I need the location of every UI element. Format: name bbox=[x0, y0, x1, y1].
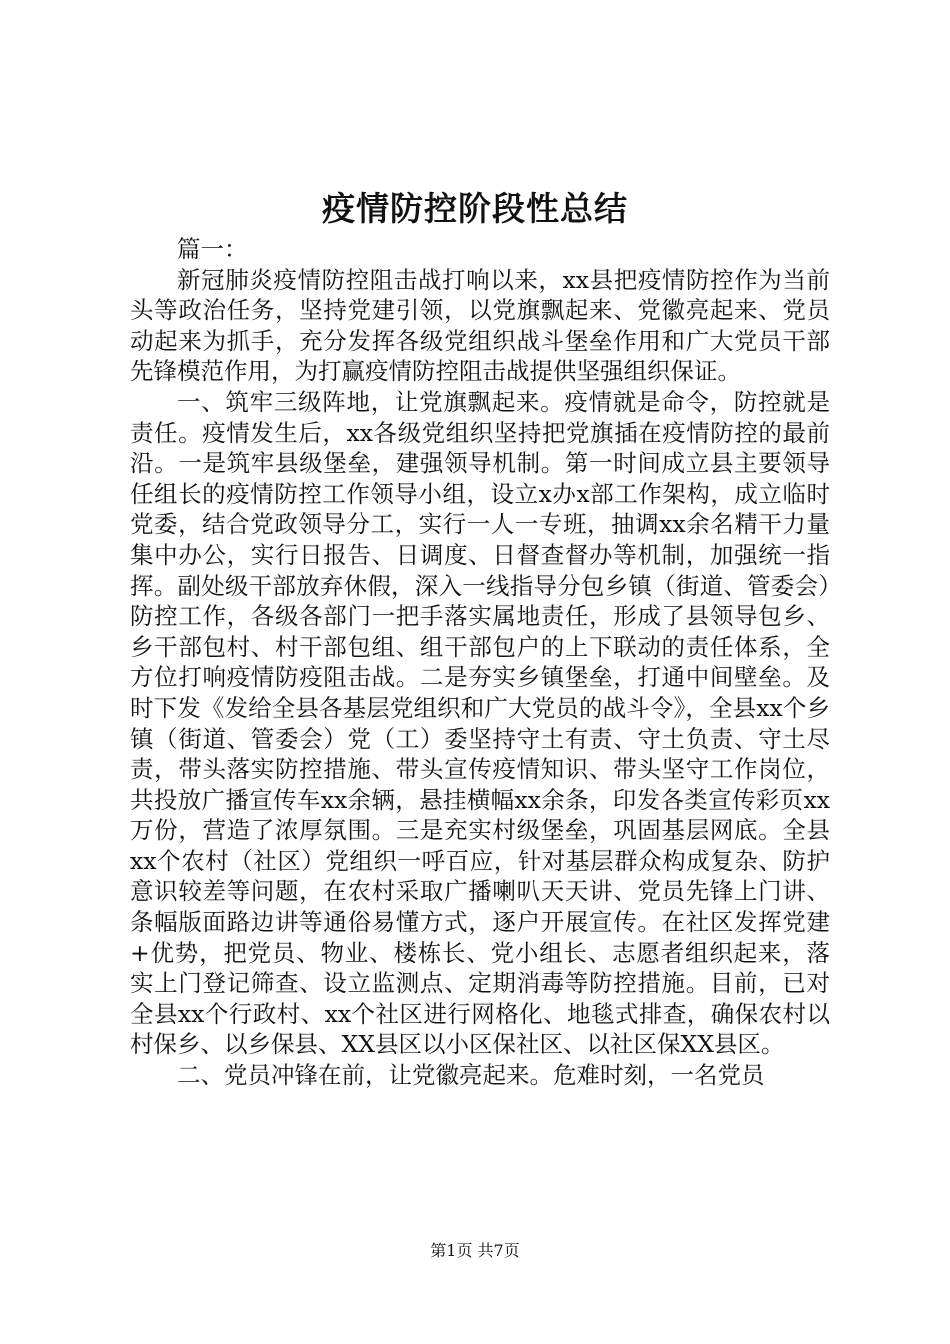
section-one-paragraph: 一、筑牢三级阵地，让党旗飘起来。疫情就是命令，防控就是责任。疫情发生后，xx各级党组织坚持把党旗插在疫情防控的最前沿。一是筑牢县级堡垒，建强领导机制。第一时间成立县主要领导任组长的疫情防控工作领导小组，设立x办x部工作架构，成立临时党委，结合党政领导分工，实行一人一专班，抽调xx余名精干力量集中办公，实行日报告、日调度、日督查督办等机制，加强统一指挥。副处级干部放弃休假，深入一线指导分包乡镇（街道、管委会）防控工作，各级各部门一把手落实属地责任，形成了县领导包乡、乡干部包村、村干部包组、组干部包户的上下联动的责任体系，全方位打响疫情防疫阻击战。二是夯实乡镇堡垒，打通中间壁垒。及时下发《发给全县各基层党组织和广大党员的战斗令》，全县xx个乡镇（街道、管委会）党（工）委坚持守土有责、守土负责、守土尽责，带头落实防控措施、带头宣传疫情知识、带头坚守工作岗位，共投放广播宣传车xx余辆，悬挂横幅xx余条，印发各类宣传彩页xx万份，营造了浓厚氛围。三是充实村级堡垒，巩固基层网底。全县xx个农村（社区）党组织一呼百应，针对基层群众构成复杂、防护意识较差等问题，在农村采取广播喇叭天天讲、党员先锋上门讲、条幅版面路边讲等通俗易懂方式，逐户开展宣传。在社区发挥党建+优势，把党员、物业、楼栋长、党小组长、志愿者组织起来，落实上门登记筛查、设立监测点、定期消毒等防控措施。目前，已对全县xx个行政村、xx个社区进行网格化、地毯式排查，确保农村以村保乡、以乡保县、XX县区以小区保社区、以社区保XX县区。 bbox=[130, 387, 830, 1059]
section-label: 篇一： bbox=[177, 235, 248, 263]
document-title: 疫情防控阶段性总结 bbox=[322, 189, 628, 228]
intro-paragraph: 新冠肺炎疫情防控阻击战打响以来，xx县把疫情防控作为当前头等政治任务，坚持党建引领，以党旗飘起来、党徽亮起来、党员动起来为抓手，充分发挥各级党组织战斗堡垒作用和广大党员干部先锋模范作用，为打赢疫情防控阻击战提供坚强组织保证。 bbox=[130, 265, 830, 386]
document-body bbox=[130, 234, 830, 1091]
section-two-paragraph: 二、党员冲锋在前，让党徽亮起来。危难时刻，一名党员 bbox=[177, 1061, 765, 1090]
page-number-footer: 第1页 共7页 bbox=[430, 1241, 520, 1260]
